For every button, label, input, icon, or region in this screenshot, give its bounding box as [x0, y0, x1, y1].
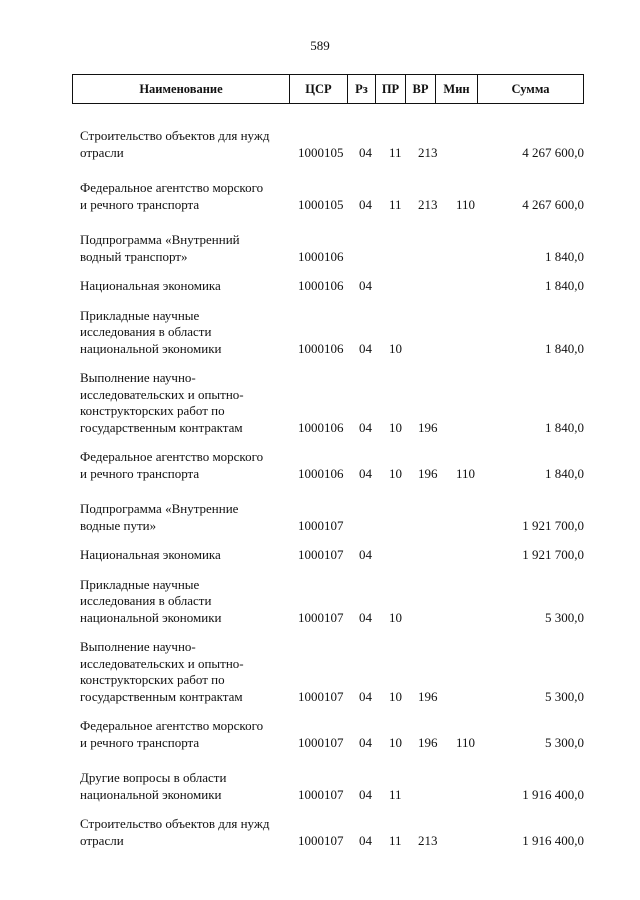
table-row: [0, 128, 640, 161]
row-sum: 1 840,0: [545, 248, 584, 264]
row-sum: 4 267 600,0: [522, 196, 584, 212]
row-rz: 04: [359, 832, 372, 848]
row-csr: 1000105: [298, 196, 344, 212]
row-vr: 196: [418, 465, 438, 481]
row-name-line: Федеральное агентство морского: [80, 180, 264, 195]
row-name: [80, 128, 295, 161]
row-name: [80, 278, 295, 295]
header-min: Мин: [435, 75, 477, 103]
table-row: [0, 547, 640, 564]
row-sum: 1 840,0: [545, 419, 584, 435]
row-name-line: Строительство объектов для нужд: [80, 128, 270, 143]
row-csr: 1000107: [298, 688, 344, 704]
row-sum: 1 840,0: [545, 278, 584, 293]
row-csr: 1000107: [298, 832, 344, 848]
row-rz: 04: [359, 419, 372, 435]
row-sum: 1 840,0: [545, 465, 584, 481]
row-name-line: и речного транспорта: [80, 734, 200, 750]
row-sum: 1 840,0: [545, 340, 584, 356]
header-name: Наименование: [139, 81, 223, 96]
table-row: [0, 449, 640, 482]
row-name-line: отрасли: [80, 144, 124, 160]
row-name: [80, 370, 295, 436]
row-sum: 5 300,0: [545, 734, 584, 750]
header-rz: Рз: [347, 75, 375, 103]
row-vr: 196: [418, 688, 438, 704]
row-rz: 04: [359, 340, 372, 356]
row-name-line: Подпрограмма «Внутренние: [80, 501, 239, 516]
table-row: [0, 770, 640, 803]
row-sum: 5 300,0: [545, 688, 584, 704]
row-vr: 196: [418, 734, 438, 750]
row-csr: 1000106: [298, 278, 344, 293]
row-name-line: государственным контрактам: [80, 419, 243, 435]
table-body: [0, 128, 640, 849]
row-name-line: Подпрограмма «Внутренний: [80, 232, 240, 247]
row-rz: 04: [359, 278, 372, 293]
row-sum: 1 916 400,0: [522, 786, 584, 802]
row-name-line: Прикладные научные: [80, 307, 200, 323]
row-min: 110: [456, 196, 476, 212]
row-name-line: Национальная экономика: [80, 547, 221, 562]
row-sum: 1 921 700,0: [522, 547, 584, 562]
table-row: [0, 577, 640, 627]
row-name-line: Национальная экономика: [80, 278, 221, 293]
row-rz: 04: [359, 609, 372, 625]
row-name-line: Федеральное агентство морского: [80, 718, 264, 733]
row-csr: 1000107: [298, 547, 344, 562]
table-row: [0, 370, 640, 436]
row-name: [80, 449, 295, 482]
table-row: [0, 816, 640, 849]
table-row: [0, 180, 640, 213]
row-name: [80, 308, 295, 358]
row-name: [80, 577, 295, 627]
row-csr: 1000105: [298, 144, 344, 160]
row-rz: 04: [359, 688, 372, 704]
row-vr: 196: [418, 419, 438, 435]
row-sum: 1 921 700,0: [522, 517, 584, 533]
table-row: [0, 639, 640, 705]
page-number: 589: [310, 38, 330, 53]
row-name: [80, 639, 295, 705]
table-header: [72, 74, 584, 104]
row-name-line: конструкторских работ по: [80, 672, 225, 687]
row-csr: 1000107: [298, 517, 344, 533]
row-pr: 10: [389, 419, 402, 435]
row-name-line: и речного транспорта: [80, 196, 200, 212]
row-csr: 1000106: [298, 419, 344, 435]
row-rz: 04: [359, 144, 372, 160]
row-min: 110: [456, 465, 476, 481]
row-rz: 04: [359, 734, 372, 750]
row-rz: 04: [359, 786, 372, 802]
row-csr: 1000107: [298, 609, 344, 625]
table-row: [0, 308, 640, 358]
header-vr: ВР: [405, 75, 435, 103]
row-name-line: исследования в области: [80, 324, 212, 339]
row-rz: 04: [359, 547, 372, 562]
row-name: [80, 770, 295, 803]
row-pr: 11: [389, 196, 402, 212]
row-name-line: водные пути»: [80, 517, 157, 533]
row-rz: 04: [359, 196, 372, 212]
row-name-line: Федеральное агентство морского: [80, 449, 264, 464]
row-pr: 11: [389, 144, 402, 160]
row-name-line: Выполнение научно-: [80, 639, 196, 654]
row-name-line: отрасли: [80, 832, 124, 848]
row-pr: 10: [389, 734, 402, 750]
row-name-line: Прикладные научные: [80, 576, 200, 592]
row-name: [80, 501, 295, 534]
table-row: [0, 718, 640, 751]
row-vr: 213: [418, 832, 438, 848]
row-name-line: Строительство объектов для нужд: [80, 816, 270, 831]
row-rz: 04: [359, 465, 372, 481]
row-pr: 10: [389, 688, 402, 704]
row-name: [80, 180, 295, 213]
row-pr: 11: [389, 786, 402, 802]
row-name: [80, 232, 295, 265]
row-min: 110: [456, 734, 476, 750]
row-vr: 213: [418, 144, 438, 160]
row-name-line: Другие вопросы в области: [80, 770, 227, 785]
row-name-line: исследовательских и опытно-: [80, 386, 244, 402]
header-sum: Сумма: [477, 75, 583, 103]
row-name: [80, 816, 295, 849]
row-name: [80, 718, 295, 751]
row-pr: 10: [389, 340, 402, 356]
row-vr: 213: [418, 196, 438, 212]
row-name-line: и речного транспорта: [80, 465, 200, 481]
row-csr: 1000107: [298, 734, 344, 750]
row-name-line: национальной экономики: [80, 609, 222, 625]
row-sum: 1 916 400,0: [522, 832, 584, 848]
row-pr: 11: [389, 832, 402, 848]
header-csr: ЦСР: [289, 75, 347, 103]
row-name-line: национальной экономики: [80, 340, 222, 356]
row-csr: 1000107: [298, 786, 344, 802]
row-name-line: государственным контрактам: [80, 688, 243, 704]
row-csr: 1000106: [298, 340, 344, 356]
row-pr: 10: [389, 465, 402, 481]
row-name-line: исследования в области: [80, 593, 212, 608]
row-name-line: исследовательских и опытно-: [80, 655, 244, 671]
row-name-line: конструкторских работ по: [80, 403, 225, 418]
row-pr: 10: [389, 609, 402, 625]
header-pr: ПР: [375, 75, 405, 103]
row-name: [80, 547, 295, 564]
row-name-line: национальной экономики: [80, 786, 222, 802]
row-name-line: водный транспорт»: [80, 248, 188, 264]
row-sum: 4 267 600,0: [522, 144, 584, 160]
row-name-line: Выполнение научно-: [80, 370, 196, 385]
table-row: [0, 232, 640, 265]
row-sum: 5 300,0: [545, 609, 584, 625]
row-csr: 1000106: [298, 465, 344, 481]
table-row: [0, 501, 640, 534]
table-row: [0, 278, 640, 295]
row-csr: 1000106: [298, 248, 344, 264]
